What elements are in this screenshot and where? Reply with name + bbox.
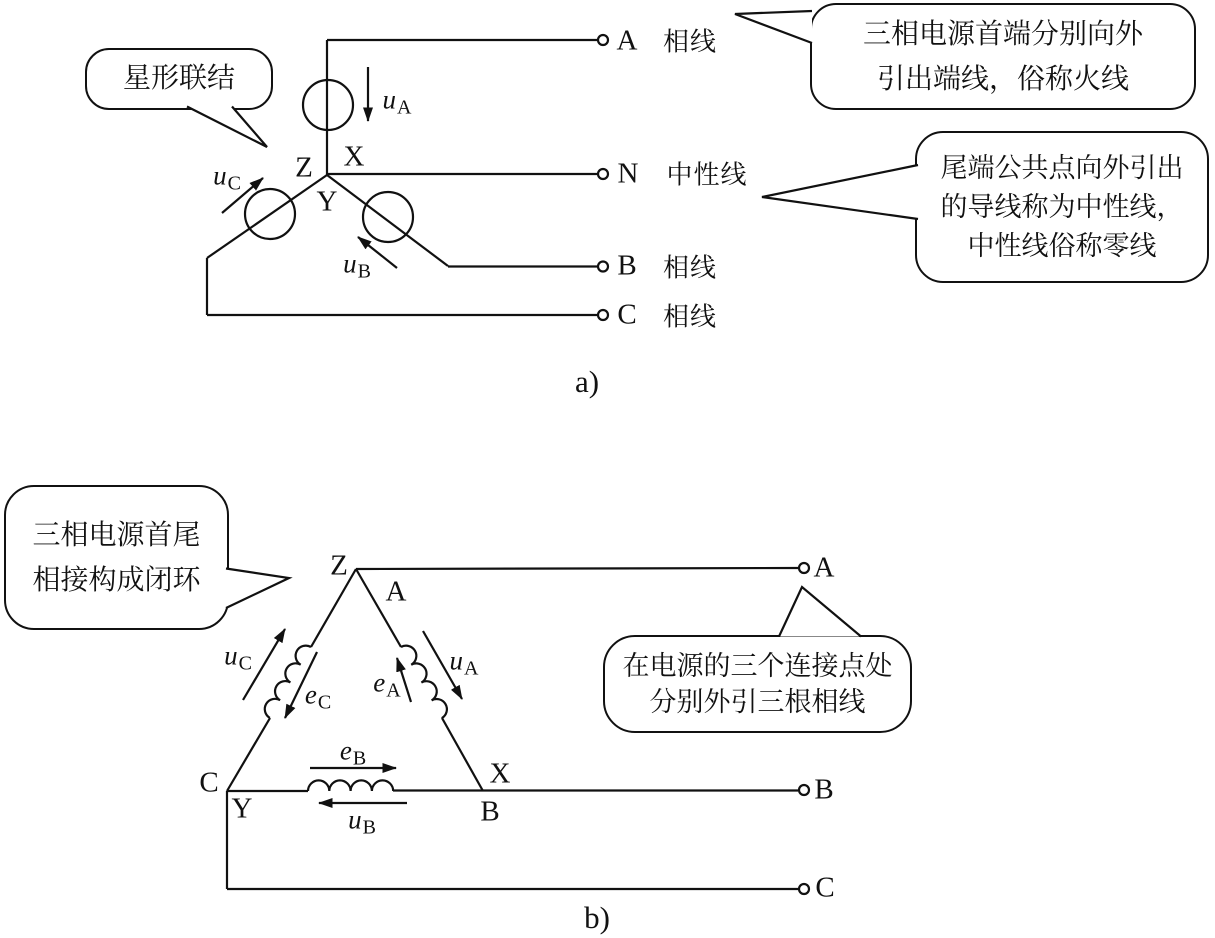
wire-type-label-b: 相线: [662, 253, 718, 283]
terminal-a-node: [799, 563, 809, 573]
callout-text-line: 三相电源首端分别向外: [862, 18, 1143, 50]
ec-emf-label: $e_C$: [304, 679, 332, 714]
uc-voltage-label: $u_C$: [213, 160, 241, 195]
wire-type-label-a: 相线: [662, 27, 718, 57]
vertex-y-label: Y: [231, 792, 253, 825]
right-side-lower: [442, 718, 483, 791]
callout-text: 星形联结: [122, 63, 235, 94]
terminal-n-label: N: [617, 157, 639, 190]
callout-text-line: 中性线俗称零线: [967, 230, 1157, 261]
uc-voltage-label: $u_C$: [224, 640, 252, 675]
terminal-a-label: A: [813, 551, 835, 584]
ea-emf-label: $e_A$: [373, 667, 401, 702]
vertex-b-label: B: [480, 795, 500, 828]
node-x-label: X: [343, 140, 365, 173]
vertex-a-label: A: [385, 575, 407, 608]
ua-voltage-label: $u_A$: [382, 84, 412, 119]
callout-text-line: 的导线称为中性线，: [940, 191, 1184, 222]
terminal-a-node: [598, 35, 608, 45]
terminal-b-node: [598, 262, 608, 272]
callout-text-line: 分别外引三根相线: [649, 687, 866, 717]
wire-type-label-c: 相线: [662, 302, 718, 332]
terminal-c-node: [598, 310, 608, 320]
terminal-c-node: [799, 884, 809, 894]
left-side-lower: [227, 718, 270, 791]
terminal-a-label: A: [616, 24, 638, 57]
callout-text-line: 三相电源首尾: [32, 519, 201, 551]
winding-b-symbol: [363, 192, 413, 242]
terminal-c-label: C: [617, 298, 637, 331]
coil-a-symbol: [401, 642, 451, 718]
callout-closed-loop: [4, 485, 229, 630]
vertex-x-label: X: [489, 757, 511, 790]
callout-phase-taps: [603, 635, 912, 733]
ub-voltage-label: $u_B$: [343, 248, 371, 283]
callout-text-line: 引出端线，俗称火线: [876, 63, 1129, 95]
callout-text-line: 在电源的三个连接点处: [622, 651, 893, 681]
eb-emf-label: $e_B$: [339, 735, 367, 770]
wire-type-label-n: 中性线: [666, 160, 748, 190]
callout-text-line: 尾端公共点向外引出: [940, 152, 1184, 183]
callout-neutral-wire: [915, 131, 1209, 283]
callout-text-line: 相接构成闭环: [32, 564, 201, 596]
vertex-c-label: C: [199, 766, 219, 799]
terminal-b-label: B: [617, 249, 637, 282]
node-y-label: Y: [316, 185, 338, 218]
terminal-b-node: [799, 785, 809, 795]
callout-star-connection: [85, 48, 273, 110]
node-z-label: Z: [295, 151, 313, 184]
wire-to-terminal-a: [356, 568, 798, 569]
caption-b: b): [584, 900, 610, 935]
callout-live-wires: [810, 3, 1196, 110]
vertex-z-label: Z: [330, 549, 348, 582]
ua-voltage-label: $u_A$: [449, 645, 479, 680]
terminal-c-label: C: [815, 871, 835, 904]
terminal-n-node: [598, 169, 608, 179]
terminal-b-label: B: [814, 773, 834, 806]
ub-voltage-label: $u_B$: [348, 804, 376, 839]
coil-b-symbol: [308, 780, 393, 791]
caption-a: a): [574, 364, 600, 399]
